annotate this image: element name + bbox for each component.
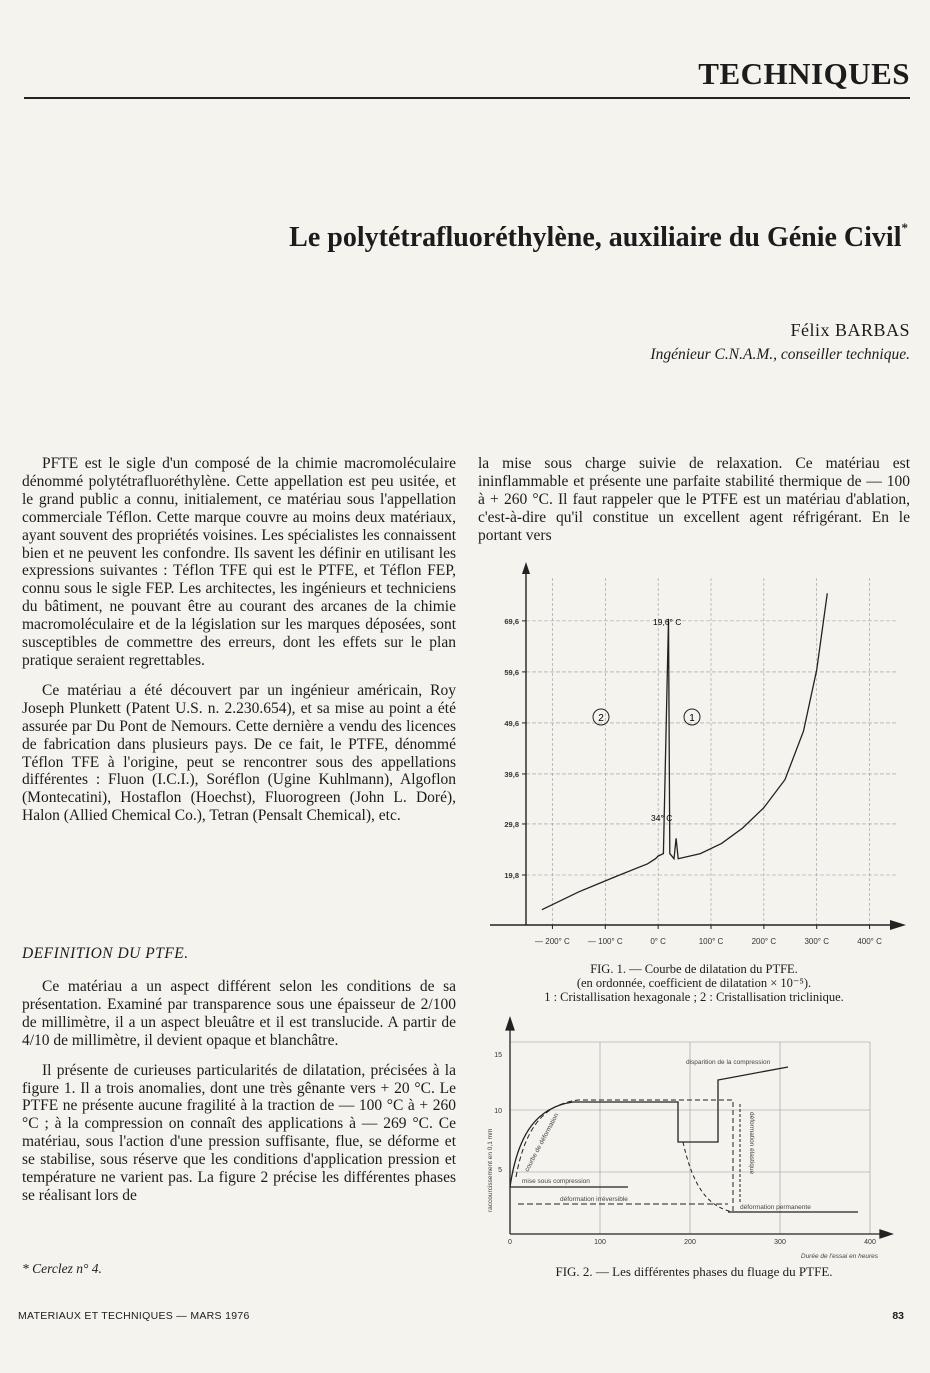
fig2-x-tick: 400 — [864, 1239, 876, 1246]
fig1-y-tick-label: 39,6 — [504, 769, 519, 779]
fig2-grid — [510, 1042, 870, 1234]
title-text: Le polytétrafluoréthylène, auxiliaire du Génie Civil — [289, 222, 902, 253]
fig2-label-elastic: déformation élastique — [748, 1112, 755, 1175]
paragraph-right: la mise sous charge suivie de relaxation. Ce matériau est ininflammable et présente une parfaite stabilité thermique de — 100 à + 260 °C. Il faut rappeler que le PTFE est un matériau d'ablation, c'est-à-dire qu'il constitue un excellent agent réfrigérant. En le portant vers — [478, 455, 910, 544]
fig2-y-tick: 15 — [494, 1052, 502, 1059]
fig2-y-ticks — [494, 1052, 502, 1174]
fig1-zone1-label: 1 — [689, 713, 695, 724]
fig1-y-tick-label: 29,8 — [504, 819, 519, 829]
fig1-y-arrow — [522, 562, 530, 574]
left-column-intro — [22, 455, 456, 825]
fig1-caption-line1: FIG. 1. — Courbe de dilatation du PTFE. — [590, 962, 798, 976]
fig1-x-arrow — [890, 920, 906, 930]
title-footnote-mark: * — [901, 220, 908, 235]
fig1-x-tick-label: 400° C — [857, 937, 882, 946]
paragraph-2: Ce matériau a été découvert par un ingénieur américain, Roy Joseph Plunkett (Patent U.S. n. 2.230.654), et sa mise au point a été assurée par Du Pont de Nemours. Cette dernière a vendu des licences de fabrication dans plusieurs pays. De ce fait, le PTFE, dénommé Téflon TFE à l'origine, peut se rencontrer sous des appellations différentes : Fluon (I.C.I.), Soréflon (Ugine Kuhlmann), Algoflon (Montecatini), Hostaflon (Hoechst), Fluorogreen (John L. Doré), Halon (Allied Chemical Co.), Tetran (Pensalt Chemical), etc. — [22, 681, 456, 825]
fig1-annotation-peak2: 34° C — [651, 813, 673, 823]
fig2-x-tick: 100 — [594, 1239, 606, 1246]
fig1-annotation-peak1: 19,6° C — [653, 617, 682, 627]
fig2-x-tick: 300 — [774, 1239, 786, 1246]
fig1-x-tick-label: 200° C — [751, 937, 777, 946]
fig2-x-ticks — [508, 1239, 876, 1246]
fig1-y-ticks — [504, 617, 519, 880]
figure-2-caption: FIG. 2. — Les différentes phases du fluage du PTFE. — [555, 1264, 833, 1279]
right-column-text — [478, 455, 910, 545]
fig2-label-y: raccourcissement en 0,1 mm — [487, 1128, 494, 1212]
fig2-label-irreversible: déformation irréversible — [560, 1196, 628, 1203]
figure-2-diagram — [478, 1012, 910, 1262]
fig1-x-tick-label: 0° C — [650, 937, 666, 946]
fig1-caption-line3: 1 : Cristallisation hexagonale ; 2 : Cristallisation triclinique. — [544, 990, 844, 1004]
fig1-y-tick-label: 59,6 — [504, 667, 519, 677]
figure-1-chart — [478, 560, 910, 956]
fig2-y-tick: 5 — [498, 1167, 502, 1174]
fig1-y-tick-label: 69,6 — [504, 616, 519, 626]
fig2-label-permanent: déformation permanente — [740, 1204, 811, 1211]
fig2-dashed-recovery — [683, 1142, 733, 1212]
fig2-y-tick: 10 — [494, 1108, 502, 1115]
fig1-x-tick-label: 100° C — [698, 937, 724, 946]
fig1-grid — [526, 578, 896, 925]
left-column-definition — [22, 978, 456, 1205]
fig2-label-top: disparition de la compression — [686, 1059, 771, 1066]
fig2-x-tick: 0 — [508, 1239, 512, 1246]
fig2-label-x: Durée de l'essai en heures — [800, 1253, 878, 1260]
fig2-axes — [506, 1018, 892, 1238]
fig1-series-line — [542, 593, 827, 909]
header-rule — [24, 97, 910, 99]
page-number: 83 — [892, 1310, 904, 1322]
journal-footer: MATERIAUX ET TECHNIQUES — MARS 1976 — [18, 1310, 250, 1322]
fig2-x-tick: 200 — [684, 1239, 696, 1246]
fig1-x-ticks — [535, 937, 882, 946]
fig2-curves — [510, 1067, 858, 1212]
fig1-y-tick-label: 19,8 — [504, 870, 519, 880]
fig1-x-tick-label: 300° C — [804, 937, 829, 946]
paragraph-3: Ce matériau a un aspect différent selon les conditions de sa présentation. Examiné par transparence sous une épaisseur de 2/100 de millimètre, il a un aspect bleuâtre et il est translucide. A partir de 4/10 de millimètre, il devient opaque et blanchâtre. — [22, 978, 456, 1049]
fig2-label-load: mise sous compression — [522, 1178, 590, 1185]
section-heading: DEFINITION DU PTFE. — [22, 945, 189, 962]
figure-1-caption — [478, 962, 910, 1004]
section-title: TECHNIQUES — [698, 56, 910, 91]
fig1-y-tick-label: 49,6 — [504, 718, 519, 728]
article-title — [289, 222, 908, 254]
paragraph-1: PFTE est le sigle d'un composé de la chimie macromoléculaire dénommé polytétrafluoréthylène. Cette appellation est peu usitée, et le grand public a connu, initialement, ce matériau sous l'appellation commerciale Téflon. Cette marque couvre au moins deux matériaux, ayant souvent des propriétés voisines. Les spécialistes les connaissent bien et ne peuvent les confondre. Ils savent les définir en utilisant les expressions suivantes : Téflon TFE qui est le PTFE, et Téflon FEP, connu sous le sigle FEP. Les architectes, les ingénieurs et techniciens du bâtiment, ne pouvant être au courant des arcanes de la chimie macromoléculaire et de la législation sur les marques déposées, sont susceptibles de commettre des erreurs, dont les effets sur le plan pratique seraient regrettables. — [22, 455, 456, 669]
fig1-x-tick-label: — 100° C — [587, 937, 623, 946]
author-role: Ingénieur C.N.A.M., conseiller technique. — [650, 346, 910, 363]
fig1-caption-line2: (en ordonnée, coefficient de dilatation × 10⁻⁵). — [576, 976, 812, 990]
fig2-label-curve: courbe de déformation — [523, 1112, 561, 1173]
paragraph-4: Il présente de curieuses particularités de dilatation, précisées à la figure 1. Il a trois anomalies, dont une très gênante vers + 20 °C. Le PTFE ne présente aucune fragilité à la traction de — 100 °C à + 260 °C ; à la compression on connaît des applications à — 269 °C. Ce matériau, sous l'action d'une pression suffisante, flue, se déforme et se stabilise, sous réserve que les conditions d'application pression et température ne varient pas. La figure 2 précise les différentes phases se réalisant lors de — [22, 1061, 456, 1204]
fig1-x-tick-label: — 200° C — [535, 937, 570, 946]
author-name: Félix BARBAS — [790, 320, 910, 340]
fig1-zone2-label: 2 — [598, 713, 604, 724]
footnote: * Cerclez n° 4. — [22, 1261, 102, 1276]
